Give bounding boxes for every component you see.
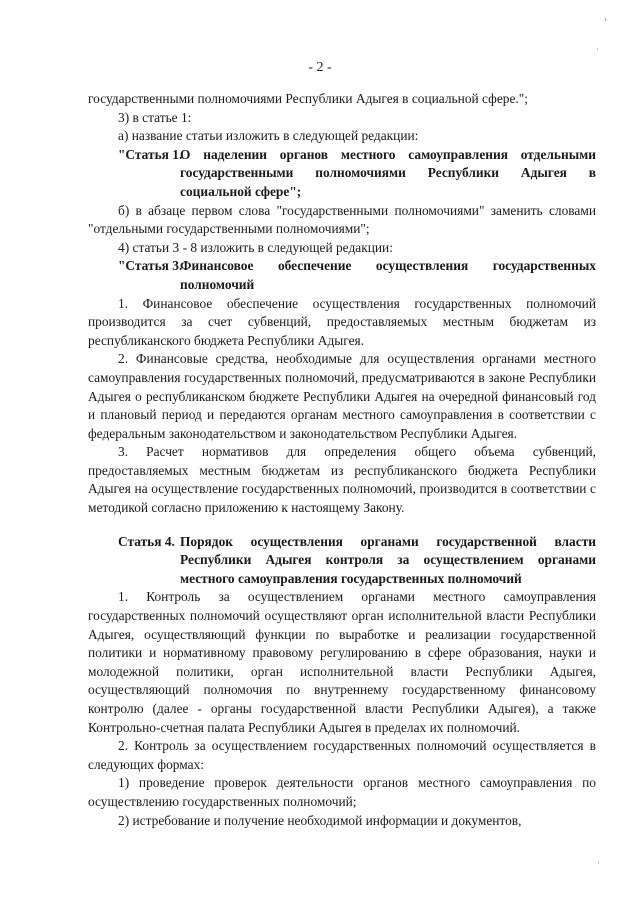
scan-mark: · [596,44,599,54]
article-heading [88,533,596,589]
article-label: "Статья 3. [118,258,183,274]
scan-mark: · [597,858,600,868]
article-label: "Статья 1. [118,146,183,162]
paragraph: 2. Финансовые средства, необходимые для осуществления органами местного самоуправления государственных полномочий, предусматриваются в законе Республики Адыгея о республиканском бюджете Республики Адыгея на очередной финансовый год и плановый период и передаются органам местного самоуправления в соответствии с федеральным законодательством и законодательством Республики Адыгея. [88,351,596,441]
paragraph: 2. Контроль за осуществлением государственных полномочий осуществляется в следующих формах: [88,738,596,772]
paragraph: 1. Финансовое обеспечение осуществления государственных полномочий производится за счет субвенций, предоставляемых местным бюджетам из республиканского бюджета Республики Адыгея. [88,295,596,348]
paragraph: 1. Контроль за осуществлением органами местного самоуправления государственных полномочий осуществляют орган исполнительной власти Республики Адыгея, осуществляющий функции по выработке и реализации государственной политики и нормативному правовому регулированию в сфере образования, науки и молодежной политики, орган исполнительной власти Республики Адыгея, осуществляющий полномочия по внутреннему государственному финансовому контролю (далее - органы государственной власти Республики Адыгея), а также Контрольно-счетная палата Республики Адыгея в пределах их полномочий. [88,589,596,735]
section-spacer [88,518,596,533]
paragraph: б) в абзаце первом слова "государственными полномочиями" заменить словами "отдельными государственными полномочиями"; [88,202,596,237]
paragraph: 3. Расчет нормативов для определения общего объема субвенций, предоставляемых местным бюджетам из республиканского бюджета Республики Адыгея на осуществление государственных полномочий, производится в соответствии с методикой согласно приложению к настоящему Закону. [88,444,596,516]
article-title: Порядок осуществления органами государственной власти Республики Адыгея контроля за осуществлением органами местного самоуправления государственных полномочий [180,533,596,586]
paragraph: государственными полномочиями Республики Адыгея в социальной сфере."; [88,91,528,106]
document-body [88,90,596,830]
page-number: - 2 - [308,60,332,75]
paragraph: 3) в статье 1: [118,109,192,125]
article-label: Статья 4. [118,533,175,549]
article-title: Финансовое обеспечение осуществления государственных полномочий [180,258,596,292]
article-heading [88,146,596,202]
article-heading [88,257,596,294]
paragraph: 1) проведение проверок деятельности органов местного самоуправления по осуществлению государственных полномочий; [88,775,596,809]
article-title: О наделении органов местного самоуправления отдельными государственными полномочиями Республики Адыгея в социальной сфере"; [180,146,596,199]
scan-mark: › [604,14,607,24]
paragraph: 4) статьи 3 - 8 изложить в следующей редакции: [118,239,393,255]
paragraph: 2) истребование и получение необходимой информации и документов, [118,812,522,828]
paragraph: а) название статьи изложить в следующей редакции: [118,128,419,144]
